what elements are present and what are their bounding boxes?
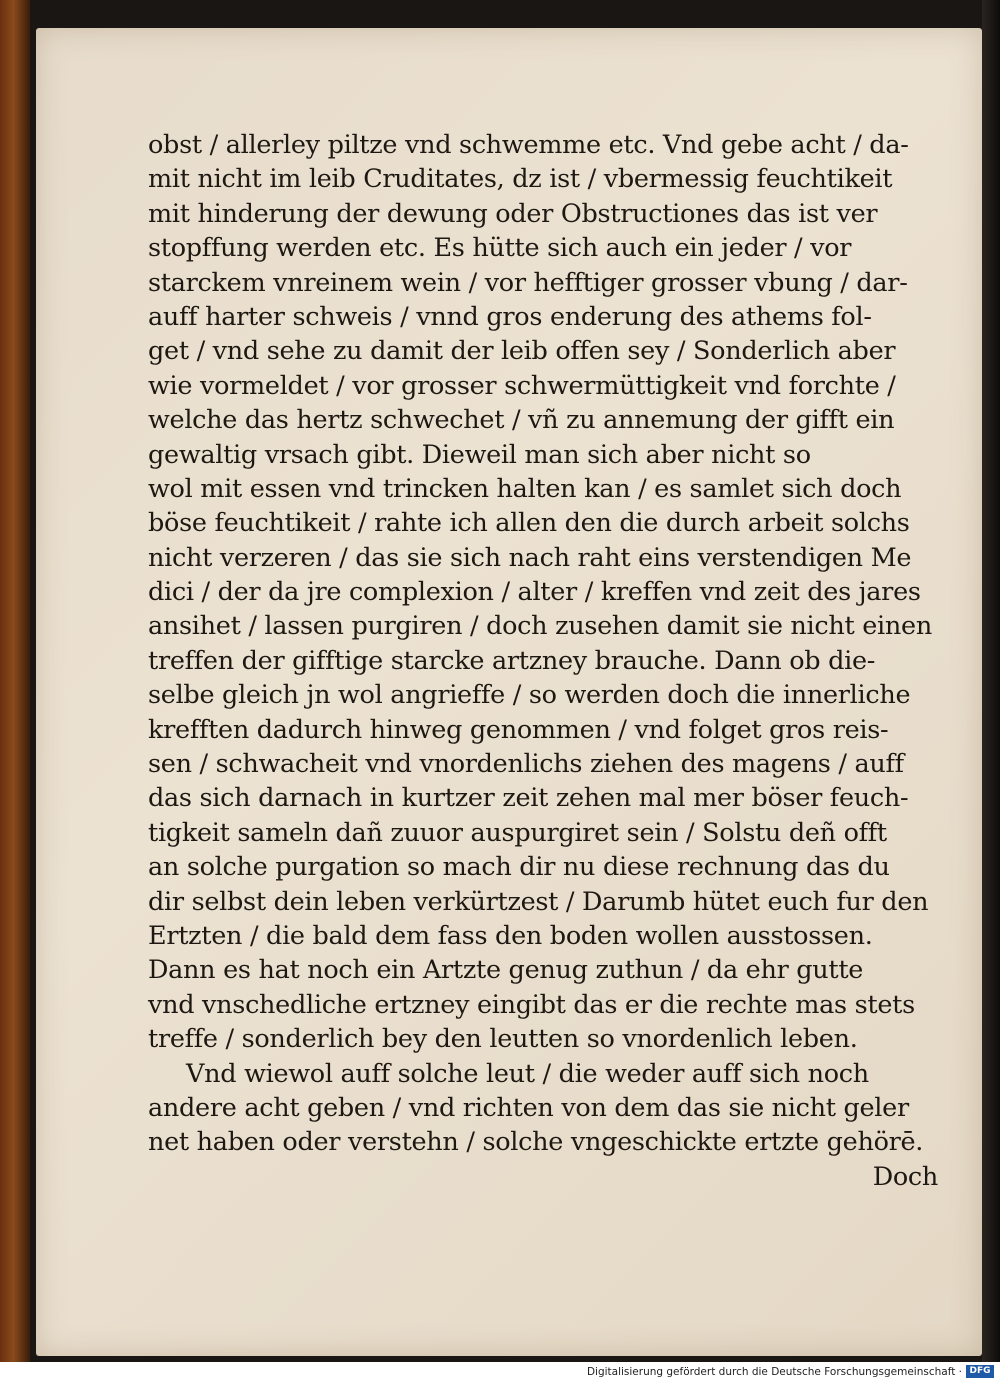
page-edge xyxy=(982,0,1000,1362)
text-line: böse feuchtikeit / rahte ich allen den die durch arbeit solchs xyxy=(148,508,910,539)
paragraph-start-line: Vnd wiewol auff solche leut / die weder auff sich noch xyxy=(186,1058,869,1089)
text-block xyxy=(148,128,938,1194)
text-line: Ertzten / die bald dem fass den boden wollen ausstossen. xyxy=(148,920,873,951)
text-line: dir selbst dein leben verkürtzest / Darumb hütet euch fur den xyxy=(148,886,929,917)
text-line: dici / der da jre complexion / alter / kreffen vnd zeit des jares xyxy=(148,577,921,608)
text-line: mit hinderung der dewung oder Obstructiones das ist ver xyxy=(148,198,878,229)
dfg-logo: DFG xyxy=(966,1365,994,1378)
text-line: welche das hertz schwechet / vñ zu annemung der gifft ein xyxy=(148,405,895,436)
text-line: starckem vnreinem wein / vor hefftiger grosser vbung / dar- xyxy=(148,267,908,298)
text-line: vnd vnschedliche ertzney eingibt das er die rechte mas stets xyxy=(148,989,915,1020)
text-line: gewaltig vrsach gibt. Dieweil man sich aber nicht so xyxy=(148,439,811,470)
text-line: wie vormeldet / vor grosser schwermüttigkeit vnd forchte / xyxy=(148,370,896,401)
text-line: Dann es hat noch ein Artzte genug zuthun / da ehr gutte xyxy=(148,955,864,986)
funding-credit: Digitalisierung gefördert durch die Deutsche Forschungsgemeinschaft · xyxy=(586,1366,962,1378)
book-page xyxy=(36,28,982,1356)
text-line: tigkeit sameln dañ zuuor auspurgiret sein / Solstu deñ offt xyxy=(148,817,887,848)
text-line: sen / schwacheit vnd vnordenlichs ziehen des magens / auff xyxy=(148,749,904,780)
text-line: treffen der gifftige starcke artzney brauche. Dann ob die- xyxy=(148,645,876,676)
text-line: obst / allerley piltze vnd schwemme etc. Vnd gebe acht / da- xyxy=(148,130,909,160)
text-line: get / vnd sehe zu damit der leib offen sey / Sonderlich aber xyxy=(148,336,896,367)
text-line: selbe gleich jn wol angrieffe / so werden doch die innerliche xyxy=(148,680,911,711)
text-line: treffe / sonderlich bey den leutten so vnordenlich leben. xyxy=(148,1024,858,1055)
digitization-footer xyxy=(0,1362,1000,1382)
text-line: krefften dadurch hinweg genommen / vnd folget gros reis- xyxy=(148,714,889,745)
text-line: das sich darnach in kurtzer zeit zehen mal mer böser feuch- xyxy=(148,783,909,814)
text-line: wol mit essen vnd trincken halten kan / es samlet sich doch xyxy=(148,473,902,504)
text-line: stopffung werden etc. Es hütte sich auch ein jeder / vor xyxy=(148,233,852,264)
text-line: an solche purgation so mach dir nu diese rechnung das du xyxy=(148,852,890,883)
catchword: Doch xyxy=(872,1161,938,1192)
text-line: mit nicht im leib Cruditates, dz ist / vbermessig feuchtikeit xyxy=(148,164,893,195)
text-line: nicht verzeren / das sie sich nach raht eins verstendigen Me xyxy=(148,542,912,573)
text-line: auff harter schweis / vnnd gros enderung des athems fol- xyxy=(148,301,872,332)
text-line: net haben oder verstehn / solche vngeschickte ertzte gehörē. xyxy=(148,1127,924,1158)
text-line: ansihet / lassen purgiren / doch zusehen damit sie nicht einen xyxy=(148,611,932,642)
text-line: andere acht geben / vnd richten von dem das sie nicht geler xyxy=(148,1092,909,1123)
book-binding xyxy=(0,0,30,1362)
